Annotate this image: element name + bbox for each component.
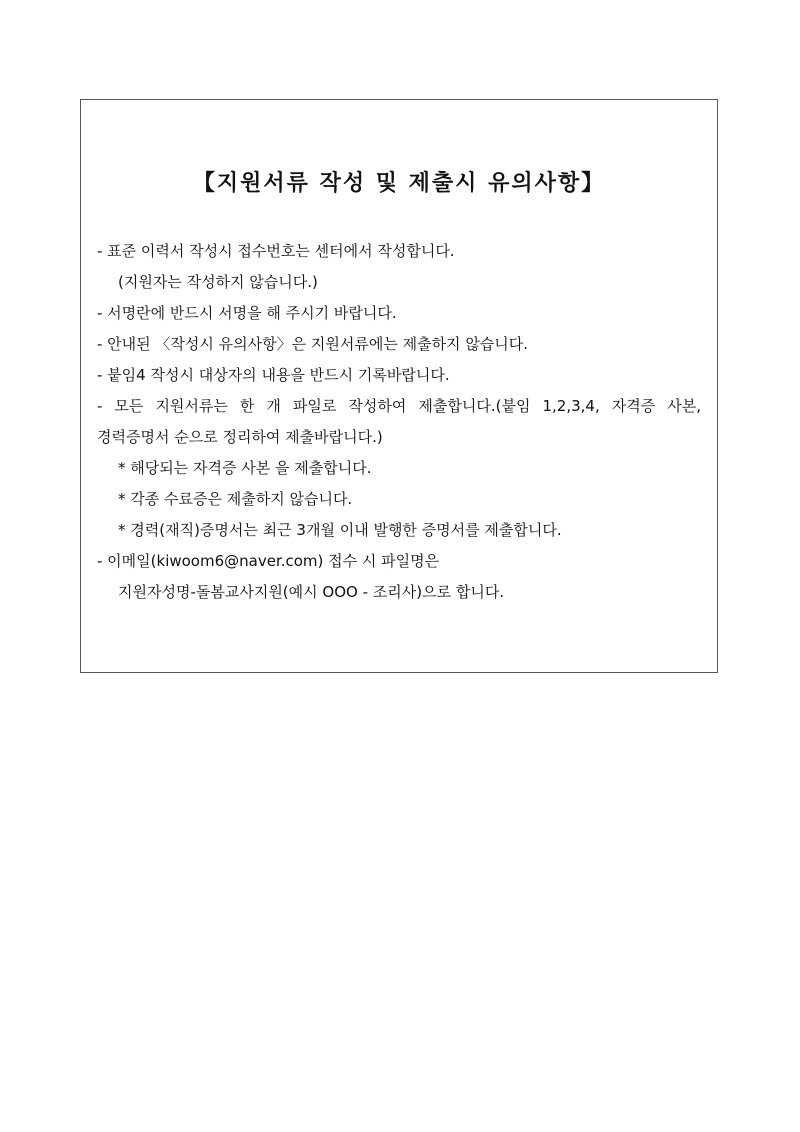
- notice-line-resume-number-note: (지원자는 작성하지 않습니다.): [118, 273, 318, 291]
- notice-line-guideline-exclusion: - 안내된 〈작성시 유의사항〉은 지원서류에는 제출하지 않습니다.: [97, 335, 529, 353]
- notice-box: [80, 99, 718, 673]
- notice-line-email-submission: - 이메일(kiwoom6@naver.com) 접수 시 파일명은: [97, 552, 440, 570]
- notice-line-attachment4: - 붙임4 작성시 대상자의 내용을 반드시 기록바랍니다.: [97, 366, 450, 384]
- notice-line-signature: - 서명란에 반드시 서명을 해 주시기 바랍니다.: [97, 304, 397, 322]
- notice-line-resume-number: - 표준 이력서 작성시 접수번호는 센터에서 작성합니다.: [97, 242, 455, 260]
- notice-line-certificate-copy: * 해당되는 자격증 사본 을 제출합니다.: [118, 459, 372, 477]
- notice-line-employment-certificate: * 경력(재직)증명서는 최근 3개월 이내 발행한 증명서를 제출합니다.: [118, 521, 562, 539]
- notice-body: [97, 236, 701, 608]
- notice-line-single-file: - 모든 지원서류는 한 개 파일로 작성하여 제출합니다.(붙임 1,2,3,4, 자격증 사본,: [97, 397, 701, 415]
- notice-line-file-name-format: 지원자성명-돌봄교사지원(예시 OOO - 조리사)으로 합니다.: [118, 583, 505, 601]
- notice-line-completion-certificate: * 각종 수료증은 제출하지 않습니다.: [118, 490, 353, 508]
- notice-title: 【지원서류 작성 및 제출시 유의사항】: [192, 171, 606, 196]
- notice-line-single-file-order: 경력증명서 순으로 정리하여 제출바랍니다.): [97, 428, 383, 446]
